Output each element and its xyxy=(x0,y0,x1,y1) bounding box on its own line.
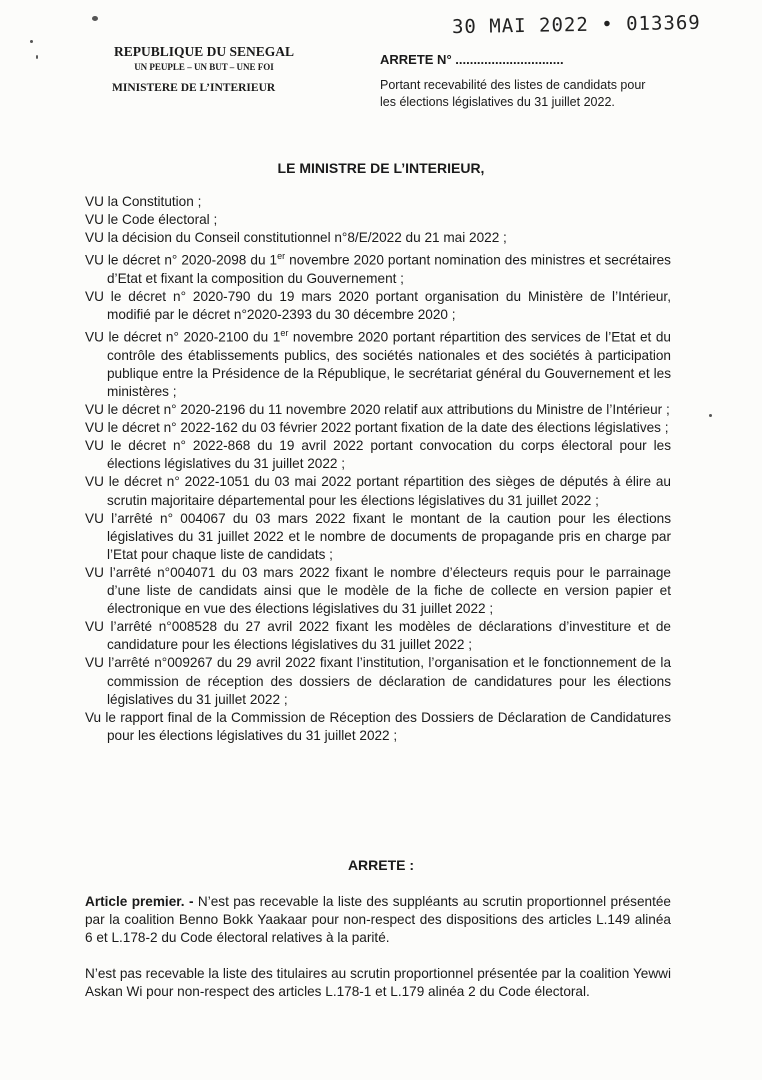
visa-item: VU le décret n° 2022-1051 du 03 mai 2022 portant répartition des sièges de députés à élire au scrutin majoritaire départemental pour les élections législatives du 31 juillet 2022 ; xyxy=(85,474,671,508)
visa-item: VU le décret n° 2020-2100 du 1er novembre 2020 portant répartition des services de l’Etat et du contrôle des établissements publics, des sociétés nationales et des sociétés à participation publique entre la Présidence de la République, le secrétariat général du Gouvernement et les ministères ; xyxy=(85,328,671,399)
arrete-object-line: les élections législatives du 31 juillet 2022. xyxy=(380,95,615,109)
national-motto: UN PEUPLE – UN BUT – UNE FOI xyxy=(134,62,274,72)
article-title: Article premier. - xyxy=(85,894,194,909)
visa-item: Vu le rapport final de la Commission de Réception des Dossiers de Déclaration de Candidatures pour les élections législatives du 31 juillet 2022 ; xyxy=(85,709,671,743)
scan-speck xyxy=(36,55,38,59)
ministry-name: MINISTERE DE L’INTERIEUR xyxy=(112,82,276,94)
visa-item: VU le décret n° 2020-2196 du 11 novembre 2020 relatif aux attributions du Ministre de l’Intérieur ; xyxy=(85,402,670,418)
visa-item: VU l’arrêté n° 004067 du 03 mars 2022 fixant le montant de la caution pour les élections législatives du 31 juillet 2022 et le nombre de documents de propagande pris en charge par l’Etat pour chaque liste de candidats ; xyxy=(85,510,671,562)
article-text: N’est pas recevable la liste des suppléants au scrutin proportionnel présentée par la coalition Benno Bokk Yaakaar pour non-respect des dispositions des articles L.149 alinéa 6 et L.178-2 du Code électoral relatives à la parité. xyxy=(85,894,671,946)
scan-speck xyxy=(30,40,33,43)
visa-item: VU l’arrêté n°008528 du 27 avril 2022 fixant les modèles de déclarations d’investiture et de candidature pour les élections législatives du 31 juillet 2022 ; xyxy=(85,619,671,653)
arrete-number: ARRETE N° .............................. xyxy=(380,52,564,67)
visa-item: VU le décret n° 2020-2098 du 1er novembre 2020 portant nomination des ministres et secrétaires d’Etat et fixant la composition du Gouvernement ; xyxy=(85,251,671,286)
visa-item: VU le décret n° 2022-868 du 19 avril 2022 portant convocation du corps électoral pour les élections législatives du 31 juillet 2022 ; xyxy=(85,438,671,472)
arrete-object xyxy=(380,77,680,111)
scan-speck xyxy=(709,414,712,417)
reception-stamp: 30 MAI 2022 • 013369 xyxy=(451,11,701,39)
visa-item: VU l’arrêté n°009267 du 29 avril 2022 fixant l’institution, l’organisation et le fonctionnement de la commission de réception des dossiers de déclaration de candidatures pour les élections législatives du 31 juillet 2022 ; xyxy=(85,655,671,707)
visas-list xyxy=(85,193,671,745)
arrete-object-line: Portant recevabilité des listes de candidats pour xyxy=(380,78,646,92)
arrete-reference-block xyxy=(380,52,680,111)
scan-speck xyxy=(92,16,98,21)
visa-item: VU la Constitution ; xyxy=(85,194,202,209)
arrete-heading: ARRETE : xyxy=(347,857,415,873)
visa-item: VU la décision du Conseil constitutionnel n°8/E/2022 du 21 mai 2022 ; xyxy=(85,230,507,246)
article-paragraph xyxy=(85,893,671,947)
visa-item: VU l’arrêté n°004071 du 03 mars 2022 fixant le nombre d’électeurs requis pour le parrainage d’une liste de candidats ainsi que le modèle de la fiche de collecte en version papier et électronique en vue des élections législatives du 31 juillet 2022 ; xyxy=(85,564,671,617)
republic-name: REPUBLIQUE DU SENEGAL xyxy=(113,44,295,59)
article-premier xyxy=(85,893,671,1001)
visa-item: VU le décret n° 2022-162 du 03 février 2022 portant fixation de la date des élections législatives ; xyxy=(85,420,669,436)
issuer-block xyxy=(104,44,304,94)
article-paragraph: N’est pas recevable la liste des titulaires au scrutin proportionnel présentée par la coalition Yewwi Askan Wi pour non-respect des articles L.178-1 et L.179 alinéa 2 du Code électoral. xyxy=(85,966,671,1000)
visa-item: VU le Code électoral ; xyxy=(85,212,218,228)
visa-item: VU le décret n° 2020-790 du 19 mars 2020 portant organisation du Ministère de l’Intérieur, modifié par le décret n°2020-2393 du 30 décembre 2020 ; xyxy=(85,289,671,323)
minister-title: LE MINISTRE DE L’INTERIEUR, xyxy=(277,160,485,176)
